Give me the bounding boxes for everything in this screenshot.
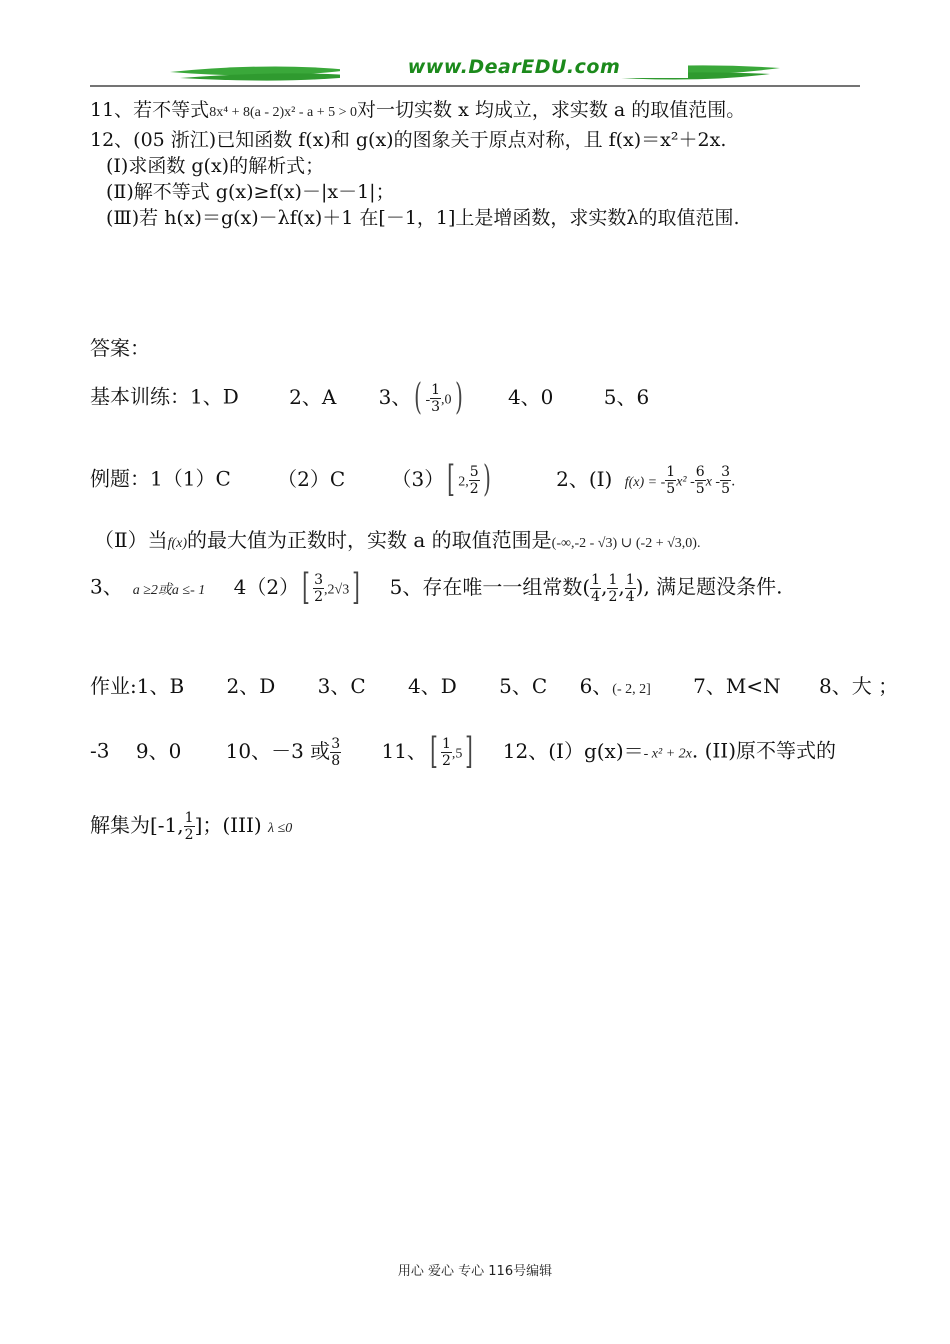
example-2-fx: f(x) = - (624, 474, 666, 490)
homework-row-1 (90, 672, 898, 704)
problem-12-statement: 12、(05 浙江)已知函数 f(x)和 g(x)的图象关于原点对称，且 f(x)＝x²＋2x. (90, 129, 727, 151)
homework-answer-3: 3、C (317, 674, 366, 698)
problem-11-suffix: 对一切实数 x 均成立，求实数 a 的取值范围。 (357, 99, 746, 121)
basic-answer-3-label: 3、 (378, 384, 412, 409)
homework-answer-11-fraction: $\frac{1}{2}$ (441, 735, 451, 769)
example-1-3-left: 2, (458, 474, 469, 490)
basic-answer-1: 基本训练：1、D (90, 384, 239, 409)
example-2-part-2-range: (-∞,-2 - √3) ∪ (-2 + √3,0). (551, 536, 701, 551)
homework-answer-10-prefix: 10、－3 或 (225, 738, 331, 763)
examples-row-1: 例题：1（1）C （2）C （3）[ 2, $\frac{5}{2}$ ) 2、(Ⅰ) f(x) = - $\frac{1}{5}$ x² - $\frac{6}{5}$ x - $\frac{3}{5}$ . (90, 459, 736, 500)
answers-heading: 答案： (90, 336, 150, 360)
homework-answer-12-prefix: 12、(I）g(x)＝ (502, 738, 644, 763)
homework-answer-9: 9、0 (135, 738, 182, 763)
header-banner (90, 58, 860, 92)
homework-answer-7: 7、M<N (693, 674, 781, 698)
basic-answer-2: 2、A (289, 384, 337, 409)
page-footer: 用心 爱心 专心 116号编辑 (397, 1264, 553, 1279)
homework-answer-12-lambda: λ ≤0 (268, 821, 293, 836)
homework-answer-10-fraction: $\frac{3}{8}$ (331, 735, 341, 769)
example-5-suffix: ), 满足题没条件. (635, 574, 783, 599)
example-1-2: （2）C (277, 466, 346, 491)
problem-11-prefix: 11、若不等式 (90, 99, 210, 121)
homework-answer-12-solution-prefix: 解集为[-1, (90, 813, 184, 837)
problem-11 (90, 98, 745, 125)
homework-answer-12-expr: - x² + 2x (643, 746, 692, 762)
homework-answer-11-right: ,5 (451, 746, 463, 762)
homework-answer-8-continued: -3 (90, 738, 110, 763)
homework-row-3 (90, 810, 292, 843)
basic-answer-4: 4、0 (507, 384, 554, 409)
example-1-3-label: （3） (391, 466, 445, 491)
basic-training-row (90, 377, 650, 418)
homework-answer-4: 4、D (408, 674, 457, 698)
example-1-1: 例题：1（1）C (90, 466, 231, 491)
homework-answer-6-value: (- 2, 2] (612, 682, 651, 697)
homework-answer-12-suffix: . (II)原不等式的 (691, 738, 836, 763)
right-paren: ) (454, 377, 463, 418)
problem-12-part-1: (Ⅰ)求函数 g(x)的解析式； (106, 155, 325, 177)
homework-answer-12-fraction: $\frac{1}{2}$ (184, 810, 194, 843)
homework-row-2: -3 9、0 10、－3 或 $\frac{3}{8}$ 11、[ $\frac{1}{2}$ ,5] 12、(I）g(x)＝- x² + 2x. (II)原不等式的 (90, 731, 836, 772)
homework-answer-12-solution-mid: ]；(III) (194, 813, 262, 837)
problem-12-part-2: (Ⅱ)解不等式 g(x)≥f(x)－|x－1|； (106, 181, 395, 203)
problem-11-inequality: 8x⁴ + 8(a - 2)x² - a + 5 > 0 (209, 105, 358, 120)
homework-answer-6-label: 6、 (579, 674, 613, 698)
homework-answer-2: 2、D (226, 674, 276, 698)
homework-answer-11-label: 11、 (381, 738, 427, 763)
basic-answer-3-sign: - (425, 392, 431, 408)
example-4-right: ,2√3 (324, 582, 350, 598)
basic-answer-3-right: ,0 (441, 392, 452, 408)
site-logo-text: www.DearEDU.com (340, 56, 688, 78)
example-4-label: 4（2） (233, 574, 300, 599)
basic-answer-3-fraction: $\frac{1}{3}$ (431, 381, 441, 415)
example-3-label: 3、 (90, 574, 123, 599)
examples-row-3: 3、 a ≥2或a ≤- 1 4（2）[ $\frac{3}{2}$ ,2√3] 5、存在唯一一组常数( $\frac{1}{4}$ , $\frac{1}{2}$ , $\frac{1}{4}$ ), 满足题没条件. (90, 567, 783, 608)
homework-answer-1: 作业:1、B (90, 674, 185, 698)
homework-answer-5: 5、C (499, 674, 548, 698)
example-2-label: 2、(Ⅰ) (556, 466, 613, 491)
examples-row-2 (94, 526, 700, 558)
example-2-part-2-fx: f(x) (167, 536, 188, 551)
homework-answer-8: 8、大 ； (818, 674, 899, 698)
example-5-prefix: 5、存在唯一一组常数( (389, 574, 591, 599)
example-4-fraction: $\frac{3}{2}$ (314, 571, 324, 605)
example-3-value: a ≥2或a ≤- 1 (132, 582, 206, 598)
example-1-3-fraction: $\frac{5}{2}$ (469, 463, 479, 497)
basic-answer-5: 5、6 (603, 384, 650, 409)
example-2-part-2-prefix: （Ⅱ）当 (94, 528, 168, 552)
left-paren: ( (414, 377, 423, 418)
example-2-part-2-text: 的最大值为正数时，实数 a 的取值范围是 (187, 528, 552, 552)
problem-12-part-3: (Ⅲ)若 h(x)＝g(x)－λf(x)＋1 在[－1，1]上是增函数，求实数λ的取值范围. (106, 207, 740, 229)
